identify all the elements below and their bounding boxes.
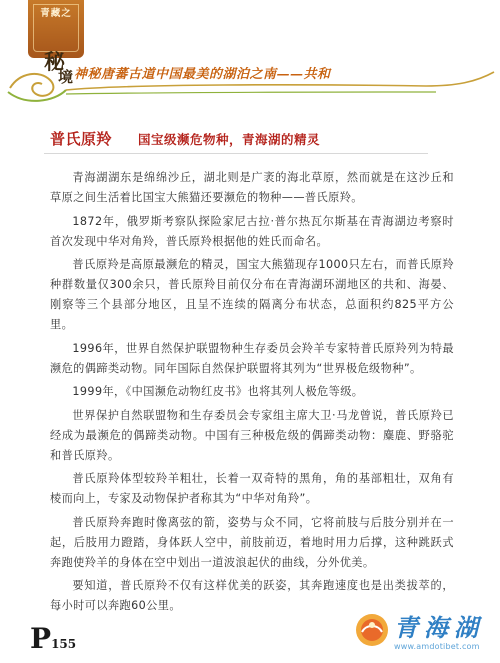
paragraph: 要知道，普氏原羚不仅有这样优美的跃姿，其奔跑速度也是出类拔萃的，每小时可以奔跑60公里。 [50, 579, 454, 612]
article-body [50, 168, 454, 620]
paragraph: 世界保护自然联盟物和生存委员会专家组主席大卫·马龙曾说，普氏原羚已经成为最濒危的偶蹄类动物。中国有三种极危级的偶蹄类动物：麋鹿、野骆驼和普氏原羚。 [50, 408, 454, 462]
badge-mystery-char: 秘 [44, 49, 65, 74]
paragraph: 普氏原羚是高原最濒危的精灵，国宝大熊猫现存1000只左右，而普氏原羚种群数量仅300余只，普氏原羚目前仅分布在青海湖环湖地区的共和、海晏、刚察等三个县部分地区，且呈不连续的隔离分布状态，总面积约825平方公里。 [50, 258, 454, 331]
article-subtitle: 国宝级濒危物种，青海湖的精灵 [138, 132, 321, 147]
paragraph: 青海湖湖东是绵绵沙丘，湖北则是广袤的海北草原，然而就是在这沙丘和草原之间生活着比国宝大熊猫还要濒危的物种——普氏原羚。 [50, 171, 454, 204]
logo-mark-icon [354, 612, 390, 648]
paragraph: 1996年，世界自然保护联盟物种生存委员会羚羊专家特普氏原羚列为特最濒危的偶蹄类动物。同年国际自然保护联盟将其列为“世界极危级物种”。 [50, 341, 454, 375]
page-letter: P [30, 622, 52, 655]
logo-name: 青海湖 [394, 613, 484, 642]
title-divider [44, 153, 428, 154]
paragraph: 普氏原羚奔跑时像离弦的箭，姿势与众不同，它将前肢与后肢分别并在一起，后肢用力蹬踏，身体跃人空中，前肢前迈，着地时用力后撑，这种跳跃式奔跑使羚羊的身体在空中划出一道波浪起伏的曲线，分外优美。 [50, 515, 454, 569]
section-headline: 神秘唐蕃古道中国最美的湖泊之南——共和 [74, 67, 331, 82]
site-logo [352, 602, 492, 660]
badge-explore-char: 境 [58, 68, 74, 86]
page-number [30, 622, 76, 655]
logo-url: www.amdotibet.com [394, 642, 480, 651]
paragraph: 普氏原羚体型较羚羊粗壮，长着一双奇特的黑角，角的基部粗壮，双角有棱而向上，专家及动物保护者称其为“中华对角羚”。 [50, 472, 454, 505]
paragraph: 1872年，俄罗斯考察队探险家尼古拉·普尔热瓦尔斯基在青海湖边考察时首次发现中华对角羚，普氏原羚根据他的姓氏而命名。 [50, 214, 454, 248]
paragraph: 1999年，《中国濒危动物红皮书》也将其列人极危等级。 [72, 385, 364, 398]
badge-category-label: 青藏之 [40, 8, 72, 19]
article-title: 普氏原羚 [50, 130, 113, 148]
page-number-value: 155 [51, 637, 77, 651]
